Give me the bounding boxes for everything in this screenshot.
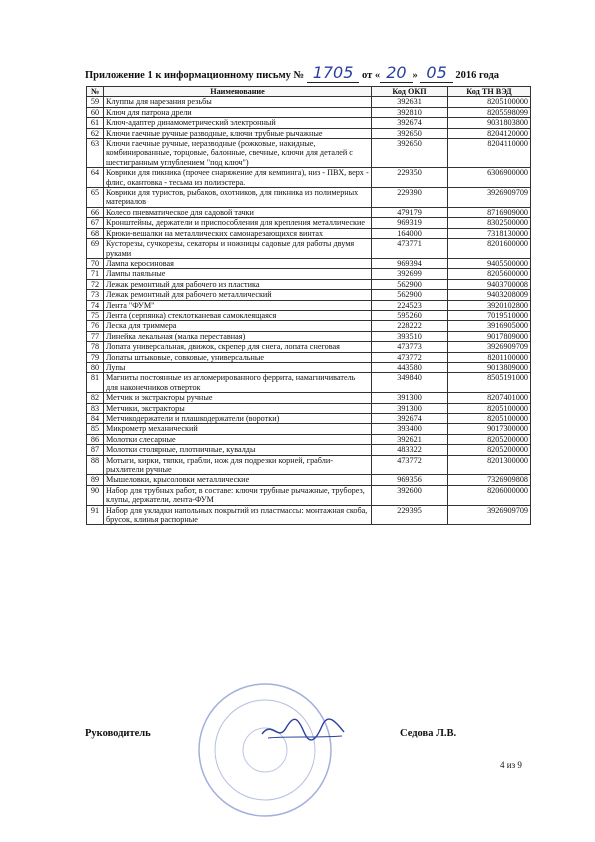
row-tnved-code: 8205100000 <box>448 97 531 107</box>
row-okp-code: 228222 <box>372 321 448 331</box>
table-row <box>87 342 531 352</box>
col-header-tnved: Код ТН ВЭД <box>448 87 531 97</box>
row-name: Метчики, экстракторы <box>104 403 372 413</box>
row-name: Ключ-адаптер динамометрический электронный <box>104 118 372 128</box>
row-okp-code: 473772 <box>372 352 448 362</box>
row-number: 79 <box>87 352 104 362</box>
table-row <box>87 393 531 403</box>
table-row <box>87 168 531 188</box>
table-row <box>87 188 531 208</box>
row-name: Мотыги, кирки, тяпки, грабли, нож для подрезки корней, грабли-рыхлители ручные <box>104 455 372 475</box>
document-header: Приложение 1 к информационному письму № 1705 от « 20 » 05 2016 года <box>85 63 500 82</box>
row-name: Мышеловки, крысоловки металлические <box>104 475 372 485</box>
row-number: 61 <box>87 118 104 128</box>
row-okp-code: 393400 <box>372 424 448 434</box>
row-okp-code: 473772 <box>372 455 448 475</box>
row-number: 66 <box>87 207 104 217</box>
table-row <box>87 321 531 331</box>
handwritten-month: 05 <box>420 63 452 83</box>
col-header-okp: Код ОКП <box>372 87 448 97</box>
table-header-row <box>87 87 531 97</box>
row-name: Лента "ФУМ" <box>104 300 372 310</box>
row-tnved-code: 8205200000 <box>448 434 531 444</box>
table-row <box>87 445 531 455</box>
table-row <box>87 485 531 505</box>
row-tnved-code: 8205100000 <box>448 414 531 424</box>
row-okp-code: 479179 <box>372 207 448 217</box>
row-tnved-code: 9017300000 <box>448 424 531 434</box>
row-number: 84 <box>87 414 104 424</box>
row-number: 87 <box>87 445 104 455</box>
row-number: 76 <box>87 321 104 331</box>
table-row <box>87 475 531 485</box>
row-tnved-code: 7019510000 <box>448 310 531 320</box>
row-okp-code: 349840 <box>372 373 448 393</box>
row-number: 59 <box>87 97 104 107</box>
col-header-name: Наименование <box>104 87 372 97</box>
row-name: Лежак ремонтный для рабочего металлический <box>104 290 372 300</box>
row-okp-code: 562900 <box>372 290 448 300</box>
row-tnved-code: 8204120000 <box>448 128 531 138</box>
row-number: 80 <box>87 362 104 372</box>
table-row <box>87 218 531 228</box>
table-row <box>87 239 531 259</box>
row-tnved-code: 3920102800 <box>448 300 531 310</box>
row-okp-code: 969356 <box>372 475 448 485</box>
table-row <box>87 107 531 117</box>
row-number: 69 <box>87 239 104 259</box>
signatory-name: Седова Л.В. <box>400 728 457 739</box>
row-tnved-code: 3926909709 <box>448 505 531 525</box>
table-row <box>87 300 531 310</box>
row-okp-code: 969319 <box>372 218 448 228</box>
row-tnved-code: 8205598099 <box>448 107 531 117</box>
row-okp-code: 392650 <box>372 139 448 168</box>
row-number: 72 <box>87 279 104 289</box>
row-tnved-code: 3926909709 <box>448 342 531 352</box>
row-tnved-code: 9017809000 <box>448 331 531 341</box>
row-tnved-code: 9403208009 <box>448 290 531 300</box>
row-okp-code: 392674 <box>372 414 448 424</box>
header-prefix: Приложение 1 к информационному письму № <box>85 70 305 81</box>
table-row <box>87 207 531 217</box>
row-number: 75 <box>87 310 104 320</box>
row-name: Ключи гаечные ручные, неразводные (рожковые, накидные, комбинированные, торцовые, балонные, свечные, ключи для деталей с шестигранным углублением "под ключ") <box>104 139 372 168</box>
row-tnved-code: 8204110000 <box>448 139 531 168</box>
table-row <box>87 269 531 279</box>
row-okp-code: 392600 <box>372 485 448 505</box>
handwritten-letter-number: 1705 <box>307 63 360 83</box>
row-okp-code: 392810 <box>372 107 448 117</box>
row-okp-code: 392621 <box>372 434 448 444</box>
row-name: Молотки слесарные <box>104 434 372 444</box>
round-stamp-icon <box>195 680 335 820</box>
row-name: Коврики для туристов, рыбаков, охотников, для пикника из полимерных материалов <box>104 188 372 208</box>
row-okp-code: 562900 <box>372 279 448 289</box>
header-from: от « <box>362 70 381 81</box>
row-name: Леска для триммера <box>104 321 372 331</box>
table-row <box>87 373 531 393</box>
product-table <box>86 86 531 525</box>
row-name: Магниты постоянные из агломерированного феррита, намагничиватель для наконечников отверток <box>104 373 372 393</box>
row-tnved-code: 3916905000 <box>448 321 531 331</box>
row-okp-code: 229395 <box>372 505 448 525</box>
row-okp-code: 392650 <box>372 128 448 138</box>
row-number: 81 <box>87 373 104 393</box>
row-tnved-code: 9013809000 <box>448 362 531 372</box>
signatory-title: Руководитель <box>85 728 151 739</box>
row-name: Лента (серпянка) стеклотканевая самоклеящаяся <box>104 310 372 320</box>
row-number: 90 <box>87 485 104 505</box>
row-name: Ключ для патрона дрели <box>104 107 372 117</box>
row-name: Микрометр механический <box>104 424 372 434</box>
row-number: 86 <box>87 434 104 444</box>
page-number: 4 из 9 <box>500 760 522 770</box>
row-okp-code: 392699 <box>372 269 448 279</box>
row-name: Набор для укладки напольных покрытий из пластмассы: монтажная скоба, брусок, клинья распорные <box>104 505 372 525</box>
row-number: 85 <box>87 424 104 434</box>
row-okp-code: 969394 <box>372 258 448 268</box>
row-number: 62 <box>87 128 104 138</box>
row-number: 68 <box>87 228 104 238</box>
row-okp-code: 391300 <box>372 403 448 413</box>
table-row <box>87 424 531 434</box>
row-number: 65 <box>87 188 104 208</box>
row-number: 64 <box>87 168 104 188</box>
row-tnved-code: 8206000000 <box>448 485 531 505</box>
table-row <box>87 434 531 444</box>
row-okp-code: 595260 <box>372 310 448 320</box>
row-number: 63 <box>87 139 104 168</box>
row-name: Крюки-вешалки на металлических самонарезающихся винтах <box>104 228 372 238</box>
row-okp-code: 473773 <box>372 342 448 352</box>
row-tnved-code: 7318130000 <box>448 228 531 238</box>
table-row <box>87 310 531 320</box>
row-name: Ключи гаечные ручные разводные, ключи трубные рычажные <box>104 128 372 138</box>
row-okp-code: 443580 <box>372 362 448 372</box>
row-name: Коврики для пикника (прочее снаряжение для кемпинга), низ - ПВХ, верх - флис, окантовка - тесьма из полиэстера. <box>104 168 372 188</box>
row-number: 77 <box>87 331 104 341</box>
row-tnved-code: 9405500000 <box>448 258 531 268</box>
row-name: Колесо пневматическое для садовой тачки <box>104 207 372 217</box>
row-number: 70 <box>87 258 104 268</box>
row-name: Лопата универсальная, движок, скрепер для снега, лопата снеговая <box>104 342 372 352</box>
row-number: 88 <box>87 455 104 475</box>
table-row <box>87 290 531 300</box>
col-header-number: № <box>87 87 104 97</box>
row-name: Линейка лекальная (малка переставная) <box>104 331 372 341</box>
row-okp-code: 392631 <box>372 97 448 107</box>
row-name: Лупы <box>104 362 372 372</box>
row-number: 91 <box>87 505 104 525</box>
row-okp-code: 229390 <box>372 188 448 208</box>
table-row <box>87 362 531 372</box>
row-tnved-code: 8201100000 <box>448 352 531 362</box>
row-number: 67 <box>87 218 104 228</box>
table-row <box>87 139 531 168</box>
table-row <box>87 352 531 362</box>
handwritten-day: 20 <box>380 63 412 83</box>
row-okp-code: 164000 <box>372 228 448 238</box>
row-tnved-code: 8205600000 <box>448 269 531 279</box>
row-name: Лопаты штыковые, совковые, универсальные <box>104 352 372 362</box>
table-row <box>87 331 531 341</box>
row-tnved-code: 9403700008 <box>448 279 531 289</box>
row-number: 82 <box>87 393 104 403</box>
row-name: Лампы паяльные <box>104 269 372 279</box>
row-tnved-code: 3926909709 <box>448 188 531 208</box>
row-tnved-code: 8207401000 <box>448 393 531 403</box>
row-tnved-code: 8505191000 <box>448 373 531 393</box>
row-okp-code: 483322 <box>372 445 448 455</box>
row-name: Метчик и экстракторы ручные <box>104 393 372 403</box>
row-okp-code: 229350 <box>372 168 448 188</box>
row-tnved-code: 8205200000 <box>448 445 531 455</box>
row-okp-code: 393510 <box>372 331 448 341</box>
row-name: Лампа керосиновая <box>104 258 372 268</box>
row-tnved-code: 8302500000 <box>448 218 531 228</box>
row-okp-code: 391300 <box>372 393 448 403</box>
table-row <box>87 505 531 525</box>
table-row <box>87 118 531 128</box>
row-name: Метчикодержатели и плашкодержатели (воротки) <box>104 414 372 424</box>
header-year: 2016 года <box>455 70 500 81</box>
row-okp-code: 473771 <box>372 239 448 259</box>
table-row <box>87 414 531 424</box>
row-tnved-code: 9031803800 <box>448 118 531 128</box>
table-row <box>87 279 531 289</box>
row-name: Набор для трубных работ, в составе: ключи трубные рычажные, труборез, клупы, держатели, лента-ФУМ <box>104 485 372 505</box>
table-row <box>87 228 531 238</box>
row-tnved-code: 8716909000 <box>448 207 531 217</box>
row-okp-code: 392674 <box>372 118 448 128</box>
row-tnved-code: 8201300000 <box>448 455 531 475</box>
row-name: Клуппы для нарезания резьбы <box>104 97 372 107</box>
table-row <box>87 97 531 107</box>
row-name: Лежак ремонтный для рабочего из пластика <box>104 279 372 289</box>
row-number: 74 <box>87 300 104 310</box>
row-name: Молотки столярные, плотничные, кувалды <box>104 445 372 455</box>
row-number: 83 <box>87 403 104 413</box>
row-name: Кусторезы, сучкорезы, секаторы и ножницы садовые для работы двумя руками <box>104 239 372 259</box>
row-tnved-code: 7326909808 <box>448 475 531 485</box>
row-number: 71 <box>87 269 104 279</box>
row-name: Кронштейны, держатели и приспособления для крепления металлические <box>104 218 372 228</box>
row-number: 73 <box>87 290 104 300</box>
row-tnved-code: 6306900000 <box>448 168 531 188</box>
table-row <box>87 455 531 475</box>
table-row <box>87 403 531 413</box>
row-number: 89 <box>87 475 104 485</box>
table-row <box>87 258 531 268</box>
row-okp-code: 224523 <box>372 300 448 310</box>
row-tnved-code: 8201600000 <box>448 239 531 259</box>
row-number: 78 <box>87 342 104 352</box>
handwritten-signature-icon <box>258 712 348 746</box>
row-tnved-code: 8205100000 <box>448 403 531 413</box>
row-number: 60 <box>87 107 104 117</box>
table-row <box>87 128 531 138</box>
